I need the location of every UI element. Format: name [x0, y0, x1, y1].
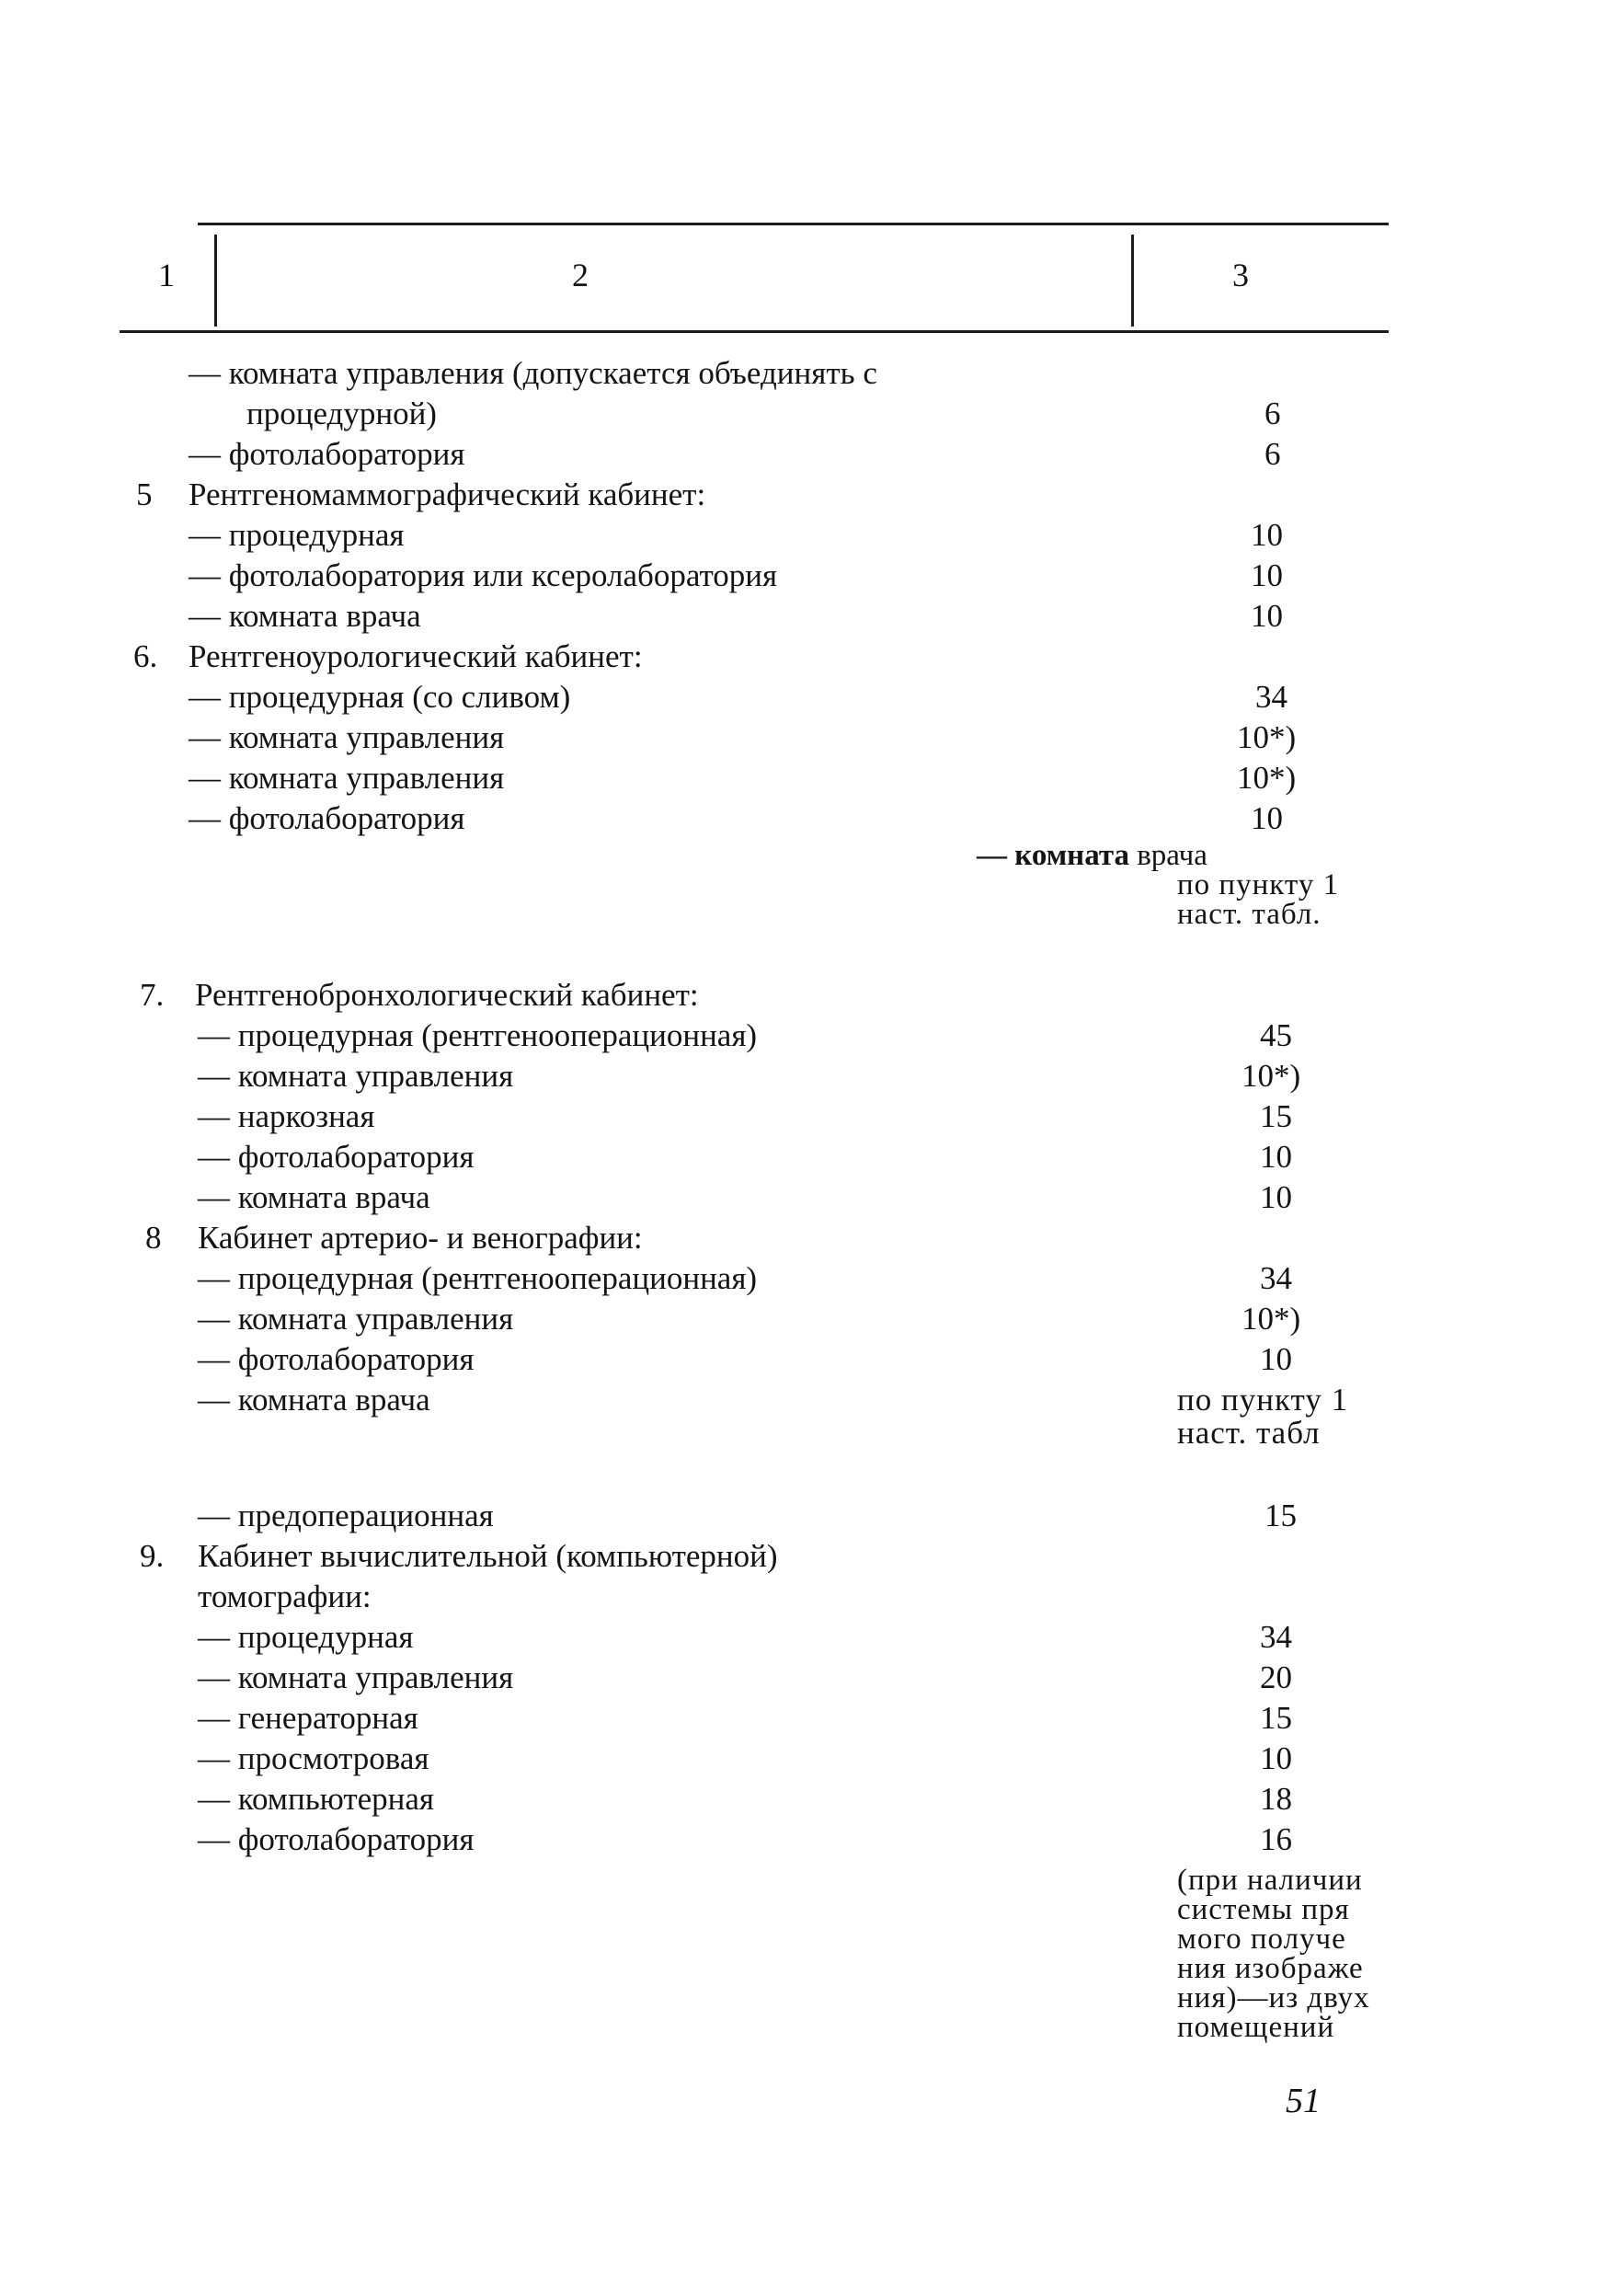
row-value: 10: [1251, 598, 1283, 634]
table-row: [0, 1617, 1602, 1658]
row-text: — фотолаборатория: [198, 1341, 475, 1377]
table-row: [0, 1577, 1602, 1617]
row-value: 45: [1260, 1017, 1292, 1053]
row-number: 8: [145, 1220, 162, 1256]
right-label: [977, 841, 1207, 870]
row-text: — комната управления: [189, 719, 505, 755]
row-text: — комната управления: [198, 1058, 514, 1094]
table-row: [0, 556, 1602, 596]
row-text: — процедурная (рентгеноoперационная): [198, 1017, 758, 1053]
row-value: 15: [1264, 1498, 1297, 1533]
table-row: [0, 1016, 1602, 1056]
table-row: [0, 1779, 1602, 1820]
table-row: [0, 1413, 1602, 1453]
row-value: 10: [1251, 557, 1283, 593]
row-value: 34: [1260, 1619, 1292, 1655]
footnote-line: (при наличии: [1177, 1864, 1363, 1897]
table-row: [0, 353, 1602, 394]
row-text: — фотолаборатория: [198, 1139, 475, 1175]
table-row: [0, 677, 1602, 718]
table-row: [0, 475, 1602, 515]
row-value: 10: [1260, 1179, 1292, 1215]
row-value: 15: [1260, 1098, 1292, 1134]
right-label-rest: врача: [1137, 839, 1207, 872]
row-number: 9.: [140, 1538, 165, 1574]
table-row: [0, 394, 1602, 434]
page-number: 51: [1286, 2082, 1321, 2120]
table-row: [0, 1698, 1602, 1739]
row-value: 10: [1260, 1740, 1292, 1776]
table-row: [0, 1536, 1602, 1577]
table-row: [0, 718, 1602, 758]
header-bottom-rule: [120, 330, 1389, 333]
row-text: — комната управления: [189, 760, 505, 796]
row-value: наст. табл: [1177, 1415, 1321, 1451]
header-col-divider-1: [214, 235, 217, 327]
row-text: — комната врача: [189, 598, 421, 634]
row-text: — комната управления (допускается объединять с: [189, 355, 877, 391]
table-row: [0, 1299, 1602, 1339]
row-number: 5: [136, 476, 153, 512]
reference-note-line: наст. табл.: [1177, 898, 1322, 931]
row-value: 20: [1260, 1659, 1292, 1695]
row-text: — процедурная: [189, 517, 405, 553]
row-text: — просмотровая: [198, 1740, 429, 1776]
footnote-line: системы пря: [1177, 1893, 1350, 1926]
row-value: 6: [1264, 436, 1281, 472]
table-row: [0, 515, 1602, 556]
row-text: — фотолаборатория: [198, 1821, 475, 1857]
right-label-dash: — комната: [977, 839, 1129, 872]
row-value: 10*): [1237, 719, 1297, 755]
row-text: — комната управления: [198, 1659, 514, 1695]
table-row: [0, 1339, 1602, 1380]
table-row: [0, 1096, 1602, 1137]
row-text: Рентгенобронхологический кабинет:: [195, 977, 699, 1013]
table-row: [0, 1820, 1602, 1860]
table-row: [0, 596, 1602, 637]
row-text: томографии:: [198, 1578, 372, 1614]
row-text: — комната управления: [198, 1301, 514, 1337]
footnote-line: ния)—из двух: [1177, 1981, 1370, 2015]
table-row: [0, 434, 1602, 475]
row-text: — процедурная (рентгеноoперационная): [198, 1260, 758, 1296]
row-value: 18: [1260, 1781, 1292, 1817]
row-number: 6.: [133, 638, 158, 674]
row-text: Кабинет артерио- и венографии:: [198, 1220, 643, 1256]
row-text: — наркозная: [198, 1098, 375, 1134]
row-text: — фотолаборатория: [189, 436, 465, 472]
row-text: — комната врача: [198, 1179, 430, 1215]
row-text: — фотолаборатория: [189, 800, 465, 836]
row-text: — процедурная (со сливом): [189, 679, 571, 715]
reference-note: [1177, 870, 1339, 929]
table-row: [0, 758, 1602, 798]
row-value: 10: [1251, 800, 1283, 836]
row-value: 10: [1260, 1341, 1292, 1377]
row-value: 10*): [1242, 1301, 1301, 1337]
footnote-line: ния изображе: [1177, 1952, 1364, 1985]
table-row: [0, 1218, 1602, 1258]
table-row: [0, 975, 1602, 1016]
header-col-divider-2: [1131, 235, 1134, 327]
row-value: по пункту 1: [1177, 1382, 1349, 1418]
row-text: — фотолаборатория или ксеролаборатория: [189, 557, 778, 593]
row-value: 34: [1255, 679, 1287, 715]
table-row: [0, 1658, 1602, 1698]
row-text: — генераторная: [198, 1700, 418, 1736]
table-row: [0, 1258, 1602, 1299]
row-text: процедурной): [246, 396, 437, 431]
row-text: — компьютерная: [198, 1781, 435, 1817]
footnote-line: мого получе: [1177, 1923, 1346, 1956]
row-value: 16: [1260, 1821, 1292, 1857]
table-row: [0, 1739, 1602, 1779]
row-value: 15: [1260, 1700, 1292, 1736]
row-text: Рентгеноурологический кабинет:: [189, 638, 643, 674]
row-text: Рентгеномаммографический кабинет:: [189, 476, 706, 512]
table-row: [0, 1056, 1602, 1096]
row-value: 6: [1264, 396, 1281, 431]
table-row: [0, 798, 1602, 839]
header-top-rule: [198, 223, 1389, 225]
row-value: 10*): [1242, 1058, 1301, 1094]
row-value: 10*): [1237, 760, 1297, 796]
row-text: — комната врача: [198, 1382, 430, 1418]
row-number: 7.: [140, 977, 165, 1013]
row-text: — предоперационная: [198, 1498, 494, 1533]
row-value: 10: [1260, 1139, 1292, 1175]
table-row: [0, 637, 1602, 677]
table-row: [0, 1496, 1602, 1536]
row-text: Кабинет вычислительной (компьютерной): [198, 1538, 778, 1574]
row-text: — процедурная: [198, 1619, 414, 1655]
footnote-block: [1177, 1866, 1370, 2042]
header-col-1: 1: [158, 257, 175, 293]
table-row: [0, 1177, 1602, 1218]
header-col-3: 3: [1232, 257, 1249, 293]
header-col-2: 2: [572, 257, 589, 293]
table-row: [0, 1137, 1602, 1177]
reference-note-line: по пункту 1: [1177, 868, 1340, 901]
row-value: 10: [1251, 517, 1283, 553]
row-value: 34: [1260, 1260, 1292, 1296]
footnote-line: помещений: [1177, 2011, 1335, 2044]
